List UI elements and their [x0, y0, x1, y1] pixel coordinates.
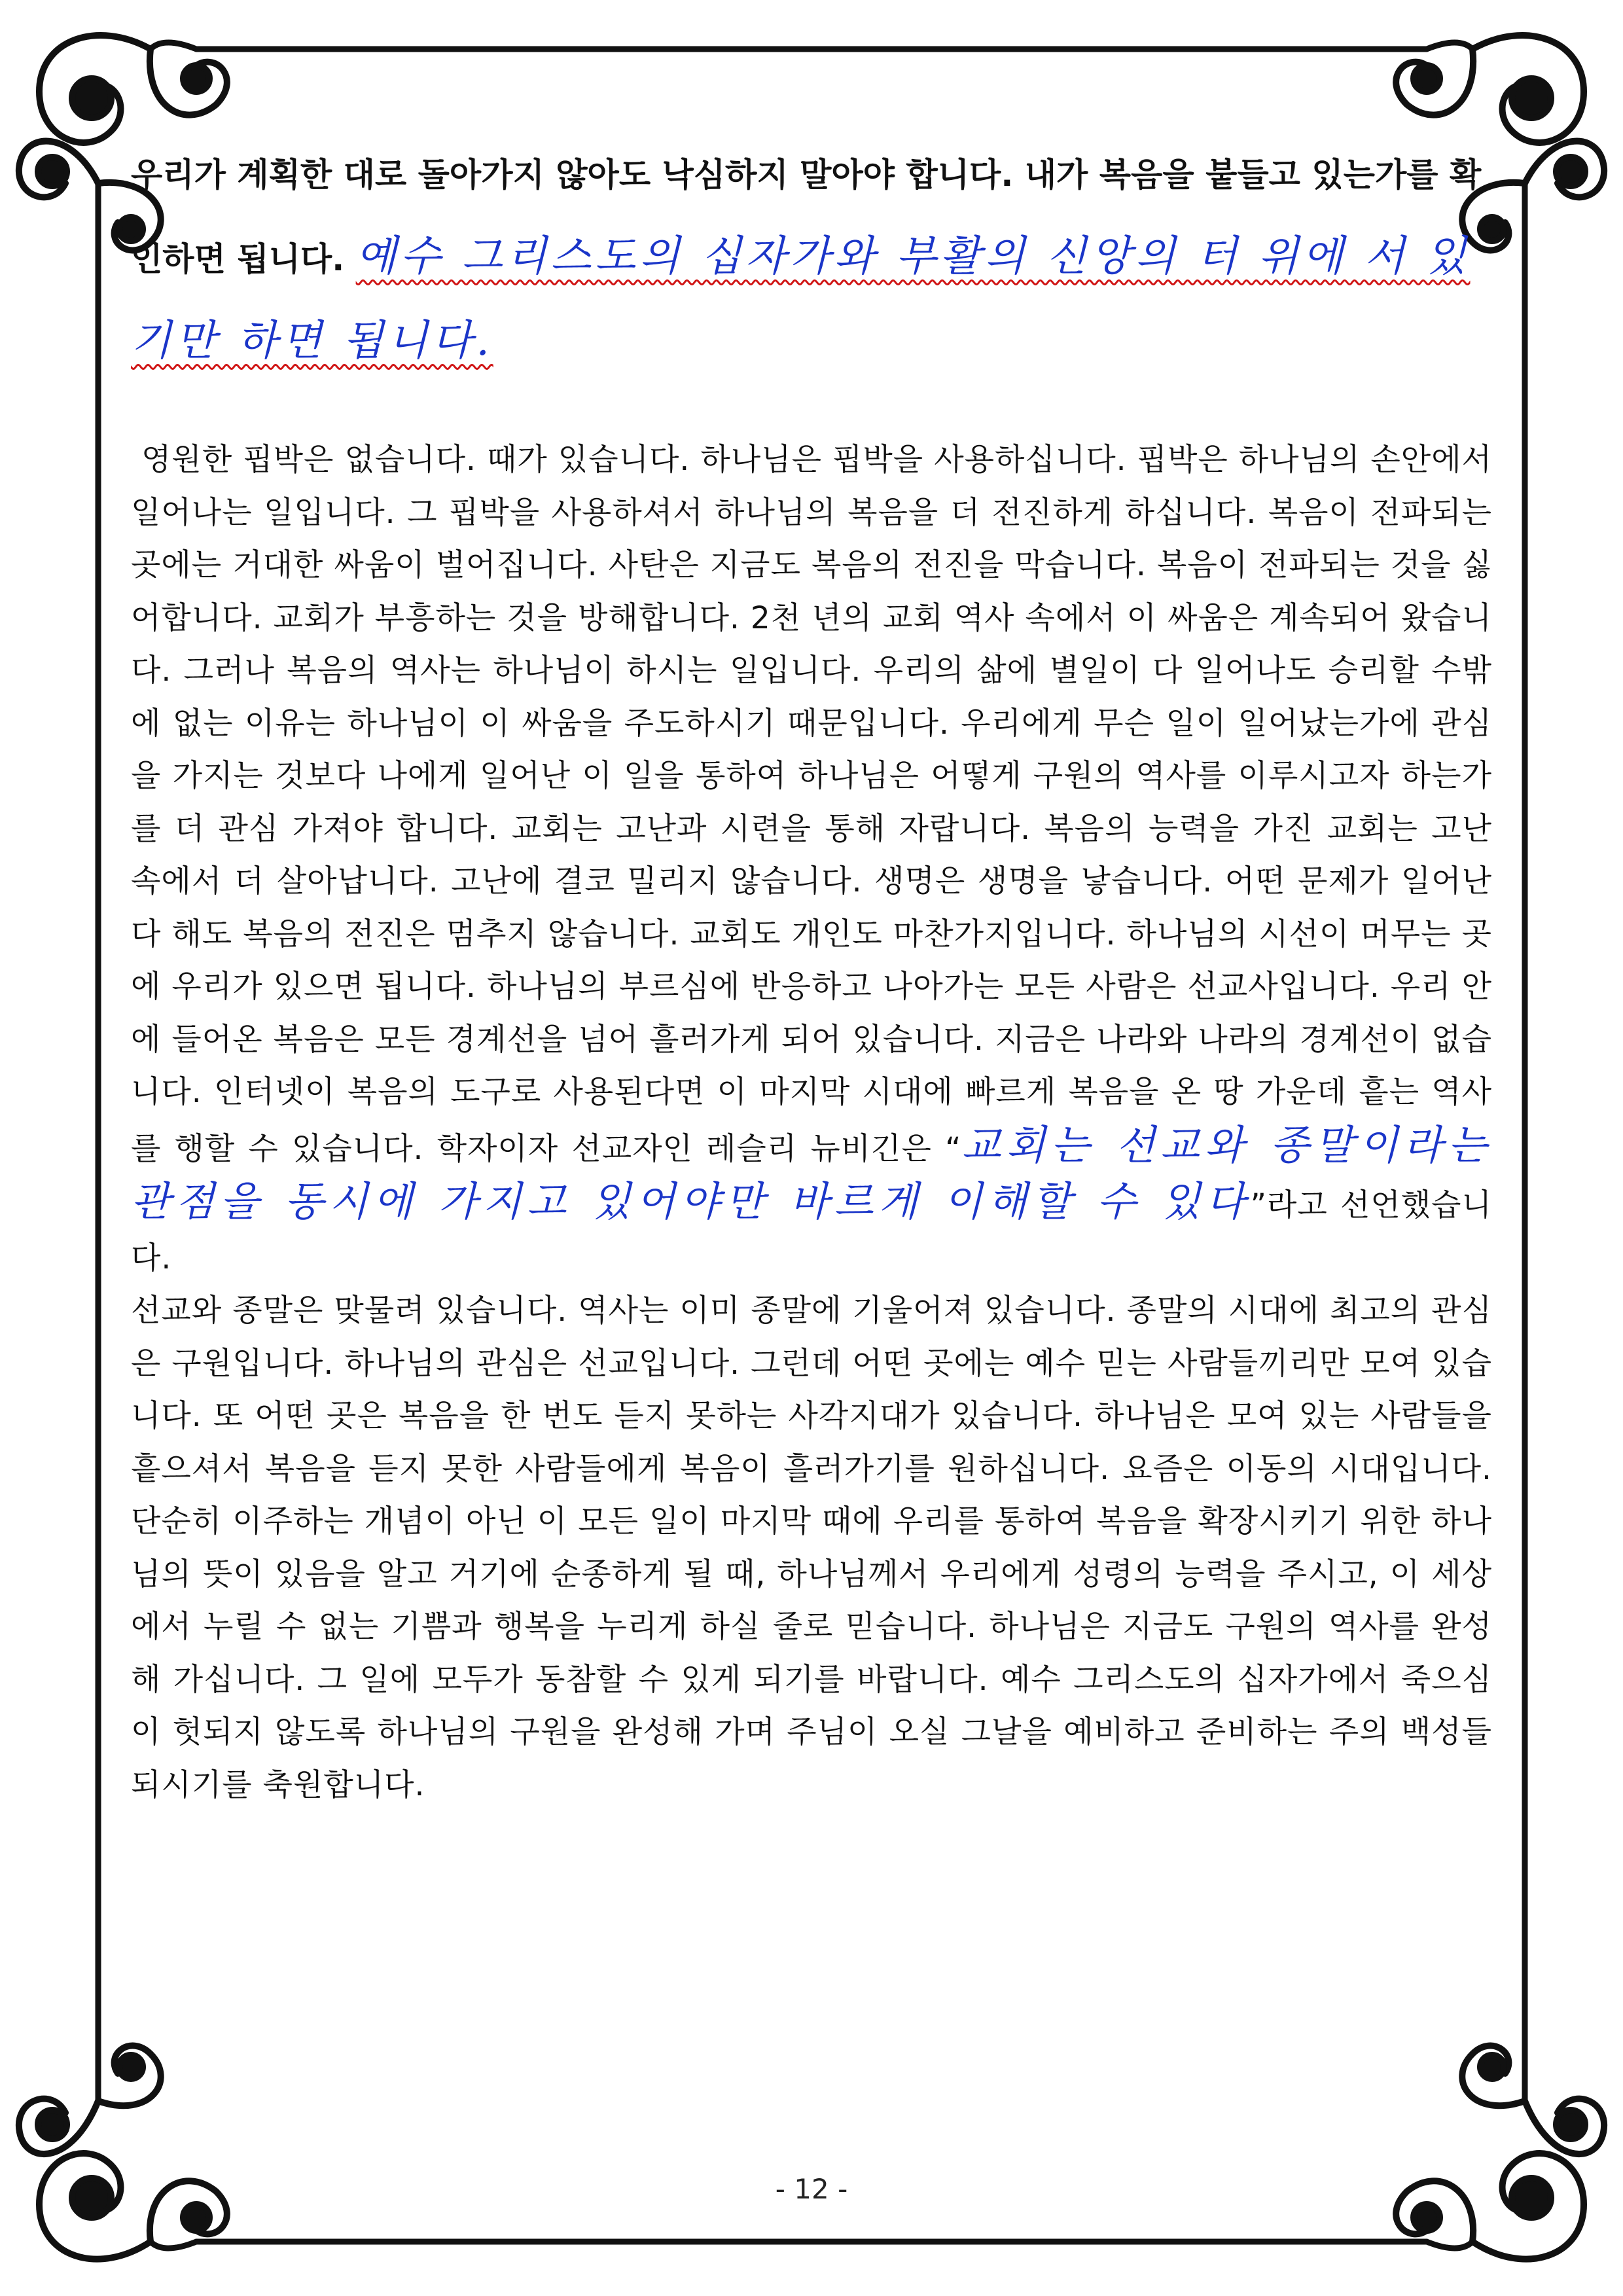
- newbigin-quote: 교회는 선교와 종말이라는 관점을 동시에 가지고 있어야만 바르게 이해할 수 있다: [131, 1121, 1492, 1225]
- corner-ornament-bottom-right: [1396, 2046, 1604, 2259]
- body-paragraph-1: [131, 434, 1492, 1285]
- intro-paragraph: [131, 134, 1492, 385]
- body-paragraph-2: 선교와 종말은 맞물려 있습니다. 역사는 이미 종말에 기울어져 있습니다. 종말의 시대에 최고의 관심은 구원입니다. 하나님의 관심은 선교입니다. 그런데 어떤 곳에는 예수 믿는 사람들끼리만 모여 있습니다. 또 어떤 곳은 복음을 한 번도 듣지 못하는 사각지대가 있습니다. 하나님은 모여 있는 사람들을 흩으셔서 복음을 듣지 못한 사람들에게 복음이 흘러가기를 원하십니다. 요즘은 이동의 시대입니다. 단순히 이주하는 개념이 아닌 이 모든 일이 마지막 때에 우리를 통하여 복음을 확장시키기 위한 하나님의 뜻이 있음을 알고 거기에 순종하게 될 때, 하나님께서 우리에게 성령의 능력을 주시고, 이 세상에서 누릴 수 없는 기쁨과 행복을 누리게 하실 줄로 믿습니다. 하나님은 지금도 구원의 역사를 완성해 가십니다. 그 일에 모두가 동참할 수 있게 되기를 바랍니다. 예수 그리스도의 십자가에서 죽으심이 헛되지 않도록 하나님의 구원을 완성해 가며 주님이 오실 그날을 예비하고 준비하는 주의 백성들 되시기를 축원합니다.: [131, 1293, 1492, 1803]
- after-quote-text: ”라고 선언했습니다.: [131, 1187, 1492, 1276]
- intro-highlight-text: 예수 그리스도의 십자가와 부활의 신앙의 터 위에 서 있기만 하면 됩니다.: [131, 232, 1471, 365]
- corner-ornament-bottom-left: [19, 2046, 227, 2259]
- page-content: [131, 134, 1492, 1812]
- paragraph-1-text: 영원한 핍박은 없습니다. 때가 있습니다. 하나님은 핍박을 사용하십니다. 핍박은 하나님의 손안에서 일어나는 일입니다. 그 핍박을 사용하셔서 하나님의 복음을 더 전진하게 하십니다. 복음이 전파되는 곳에는 거대한 싸움이 벌어집니다. 사탄은 지금도 복음의 전진을 막습니다. 복음이 전파되는 것을 싫어합니다. 교회가 부흥하는 것을 방해합니다. 2천 년의 교회 역사 속에서 이 싸움은 계속되어 왔습니다. 그러나 복음의 역사는 하나님이 하시는 일입니다. 우리의 삶에 별일이 다 일어나도 승리할 수밖에 없는 이유는 하나님이 이 싸움을 주도하시기 때문입니다. 우리에게 무슨 일이 일어났는가에 관심을 가지는 것보다 나에게 일어난 이 일을 통하여 하나님은 어떻게 구원의 역사를 이루시고자 하는가를 더 관심 가져야 합니다. 교회는 고난과 시련을 통해 자랍니다. 복음의 능력을 가진 교회는 고난 속에서 더 살아납니다. 고난에 결코 밀리지 않습니다. 생명은 생명을 낳습니다. 어떤 문제가 일어난다 해도 복음의 전진은 멈추지 않습니다. 교회도 개인도 마찬가지입니다. 하나님의 시선이 머무는 곳에 우리가 있으면 됩니다. 하나님의 부르심에 반응하고 나아가는 모든 사람은 선교사입니다. 우리 안에 들어온 복음은 모든 경계선을 넘어 흘러가게 되어 있습니다. 지금은 나라와 나라의 경계선이 없습니다. 인터넷이 복음의 도구로 사용된다면 이 마지막 시대에 빠르게 복음을 온 땅 가운데 흩는 역사를 행할 수 있습니다. 학자이자 선교자인 레슬리 뉴비긴은 “: [131, 442, 1492, 1167]
- page-number: - 12 -: [775, 2173, 848, 2205]
- sermon-body: [131, 434, 1492, 1812]
- intro-bold-text: 우리가 계획한 대로 돌아가지 않아도 낙심하지 말아야 합니다. 내가 복음을 붙들고 있는가를 확인하면 됩니다.: [131, 156, 1482, 278]
